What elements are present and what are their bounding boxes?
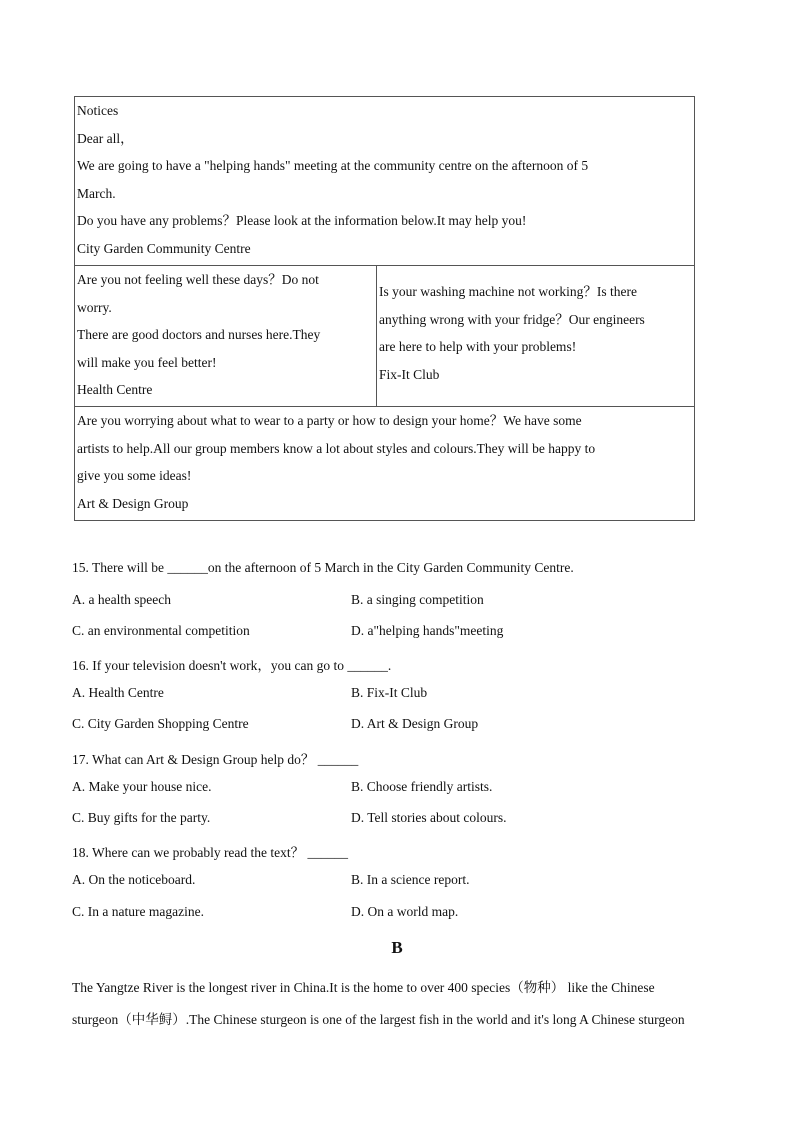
question-18-option-c: C. In a nature magazine. <box>72 904 204 919</box>
question-16-option-a: A. Health Centre <box>72 685 164 700</box>
art-line-1: Are you worrying about what to wear to a party or how to design your home？We have some <box>77 413 582 428</box>
notice-title: Notices <box>77 103 119 118</box>
fix-it-club-cell <box>377 266 694 407</box>
question-18-stem: 18. Where can we probably read the text？ ______ <box>72 845 349 860</box>
health-line-3: There are good doctors and nurses here.They <box>77 327 321 342</box>
question-18-option-b: B. In a science report. <box>351 872 470 887</box>
question-18-option-d: D. On a world map. <box>351 904 459 919</box>
question-16-option-b: B. Fix-It Club <box>351 685 428 700</box>
question-15-option-d: D. a"helping hands"meeting <box>351 623 504 638</box>
question-17-option-a: A. Make your house nice. <box>72 779 212 794</box>
health-line-2: worry. <box>77 299 112 315</box>
health-line-4: will make you feel better! <box>77 354 217 370</box>
art-design-group-name: Art & Design Group <box>77 495 189 511</box>
section-b-title: B <box>391 938 403 957</box>
notice-greeting: Dear all， <box>77 130 134 146</box>
notice-intro-line-2: March. <box>77 185 116 201</box>
health-line-1: Are you not feeling well these days？Do not <box>77 272 319 287</box>
health-centre-name: Health Centre <box>77 382 153 397</box>
question-18-option-a: A. On the noticeboard. <box>72 872 196 887</box>
art-line-2: artists to help.All our group members know a lot about styles and colours.They will be happy to <box>77 440 596 456</box>
question-15-option-c: C. an environmental competition <box>72 623 250 638</box>
question-16-option-d: D. Art & Design Group <box>351 716 479 731</box>
question-17-option-c: C. Buy gifts for the party. <box>72 810 211 825</box>
health-centre-cell <box>75 266 377 407</box>
art-line-3: give you some ideas! <box>77 468 192 483</box>
question-16-option-c: C. City Garden Shopping Centre <box>72 716 249 731</box>
notice-header-cell <box>75 97 694 266</box>
question-17-option-b: B. Choose friendly artists. <box>351 779 493 794</box>
notice-table <box>74 96 695 521</box>
fixit-line-3: are here to help with your problems! <box>379 339 577 354</box>
notice-signature: City Garden Community Centre <box>77 240 251 256</box>
section-b-line-2: sturgeon（中华鲟）.The Chinese sturgeon is one of the largest fish in the world and it's long A Chinese sturgeon <box>72 1012 685 1027</box>
art-design-cell <box>75 407 694 520</box>
question-17-stem: 17. What can Art & Design Group help do？ ______ <box>72 752 359 767</box>
question-15-stem: 15. There will be ______on the afternoon of 5 March in the City Garden Community Centre. <box>72 560 574 575</box>
question-15-option-b: B. a singing competition <box>351 592 484 607</box>
fixit-line-2: anything wrong with your fridge？Our engineers <box>379 311 645 327</box>
question-16-stem: 16. If your television doesn't work，you can go to ______. <box>72 658 392 673</box>
notice-intro-line-3: Do you have any problems？Please look at the information below.It may help you! <box>77 213 527 228</box>
notice-intro-line-1: We are going to have a "helping hands" meeting at the community centre on the afternoon of 5 <box>77 158 589 173</box>
question-17-option-d: D. Tell stories about colours. <box>351 810 507 825</box>
fixit-line-1: Is your washing machine not working？Is there <box>379 284 637 299</box>
fix-it-club-name: Fix-It Club <box>379 366 440 382</box>
question-15-option-a: A. a health speech <box>72 592 171 607</box>
section-b-line-1: The Yangtze River is the longest river in China.It is the home to over 400 species（物种） like the Chinese <box>72 980 655 995</box>
